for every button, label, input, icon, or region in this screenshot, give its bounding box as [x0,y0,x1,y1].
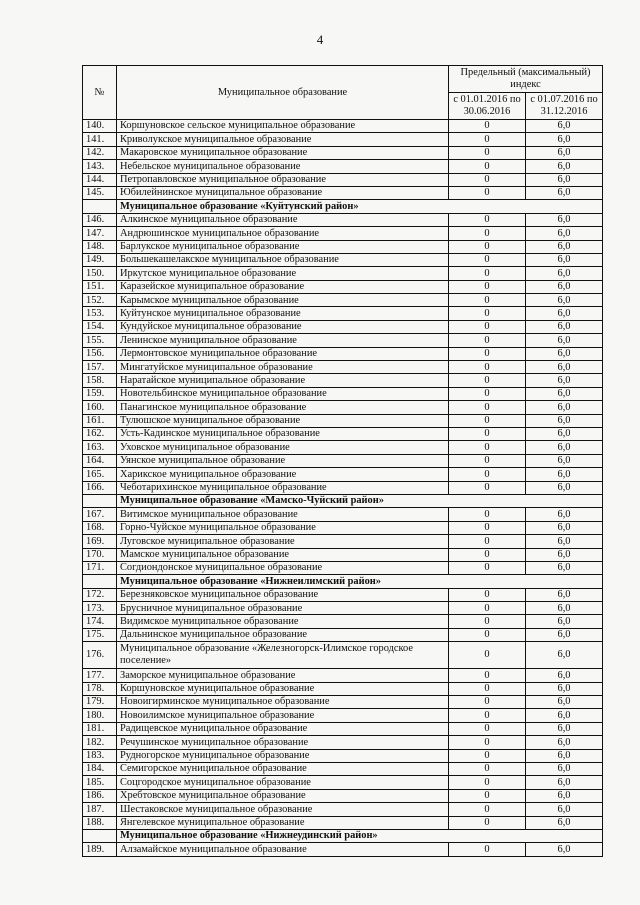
row-index-period-1: 0 [449,628,526,641]
row-index-period-1: 0 [449,320,526,333]
row-index-period-1: 0 [449,334,526,347]
row-index-period-2: 6,0 [526,133,603,146]
row-number: 174. [83,615,117,628]
row-number: 165. [83,468,117,481]
row-municipality: Наратайское муниципальное образование [117,374,449,387]
row-index-period-1: 0 [449,669,526,682]
row-index-period-2: 6,0 [526,253,603,266]
table-row [83,427,603,440]
row-municipality: Криволукское муниципальное образование [117,133,449,146]
section-row [83,575,603,588]
row-index-period-1: 0 [449,253,526,266]
row-number: 184. [83,762,117,775]
table-row [83,374,603,387]
table-row [83,320,603,333]
row-index-period-1: 0 [449,588,526,601]
table-row [83,602,603,615]
row-number: 182. [83,736,117,749]
header-max-index: Предельный (максимальный) индекс [449,66,603,93]
row-index-period-2: 6,0 [526,816,603,829]
row-municipality: Барлукское муниципальное образование [117,240,449,253]
row-municipality: Соцгородское муниципальное образование [117,776,449,789]
row-municipality: Янгелевское муниципальное образование [117,816,449,829]
row-number: 173. [83,602,117,615]
row-number: 146. [83,213,117,226]
row-municipality: Панагинское муниципальное образование [117,401,449,414]
table-row [83,441,603,454]
table-row [83,762,603,775]
table-row [83,736,603,749]
row-municipality: Шестаковское муниципальное образование [117,803,449,816]
row-number: 187. [83,803,117,816]
row-municipality: Карымское муниципальное образование [117,294,449,307]
row-number: 151. [83,280,117,293]
table-row [83,709,603,722]
row-index-period-2: 6,0 [526,294,603,307]
row-number: 176. [83,642,117,669]
page-number: 4 [316,32,324,47]
table-row [83,696,603,709]
header-municipality: Муниципальное образование [117,66,449,120]
table-row [83,642,603,669]
row-number: 177. [83,669,117,682]
section-number-cell [83,494,117,507]
row-index-period-2: 6,0 [526,414,603,427]
row-number: 144. [83,173,117,186]
row-number: 161. [83,414,117,427]
table-body [83,120,603,857]
row-index-period-2: 6,0 [526,561,603,574]
row-number: 164. [83,454,117,467]
row-number: 172. [83,588,117,601]
row-municipality: Большекашелакское муниципальное образование [117,253,449,266]
row-index-period-2: 6,0 [526,736,603,749]
row-index-period-2: 6,0 [526,776,603,789]
table-row [83,146,603,159]
row-municipality: Брусничное муниципальное образование [117,602,449,615]
row-municipality: Видимское муниципальное образование [117,615,449,628]
row-index-period-1: 0 [449,749,526,762]
row-index-period-1: 0 [449,481,526,494]
row-number: 152. [83,294,117,307]
row-number: 169. [83,535,117,548]
section-row [83,494,603,507]
row-number: 171. [83,561,117,574]
row-municipality: Речушинское муниципальное образование [117,736,449,749]
table-row [83,481,603,494]
row-index-period-2: 6,0 [526,548,603,561]
row-municipality: Уянское муниципальное образование [117,454,449,467]
row-index-period-2: 6,0 [526,642,603,669]
row-index-period-2: 6,0 [526,387,603,400]
row-index-period-1: 0 [449,227,526,240]
row-index-period-2: 6,0 [526,173,603,186]
row-municipality: Рудногорское муниципальное образование [117,749,449,762]
row-index-period-1: 0 [449,361,526,374]
section-row [83,829,603,842]
table-row [83,508,603,521]
row-municipality: Усть-Кадинское муниципальное образование [117,427,449,440]
table-row [83,267,603,280]
row-number: 180. [83,709,117,722]
row-municipality: Петропавловское муниципальное образование [117,173,449,186]
row-number: 141. [83,133,117,146]
table-row [83,454,603,467]
row-number: 153. [83,307,117,320]
table-row [83,615,603,628]
row-municipality: Мингатуйское муниципальное образование [117,361,449,374]
row-index-period-1: 0 [449,267,526,280]
row-municipality: Чеботарихинское муниципальное образование [117,481,449,494]
table-row [83,213,603,226]
row-municipality: Андрюшинское муниципальное образование [117,227,449,240]
table-row [83,133,603,146]
table-row [83,776,603,789]
row-index-period-2: 6,0 [526,762,603,775]
row-municipality: Тулюшское муниципальное образование [117,414,449,427]
row-index-period-2: 6,0 [526,320,603,333]
table-row [83,253,603,266]
table-row [83,387,603,400]
row-index-period-1: 0 [449,709,526,722]
row-number: 178. [83,682,117,695]
row-number: 167. [83,508,117,521]
table-row [83,468,603,481]
row-index-period-2: 6,0 [526,682,603,695]
table-row [83,173,603,186]
table-row [83,240,603,253]
row-municipality: Небельское муниципальное образование [117,160,449,173]
row-municipality: Кундуйское муниципальное образование [117,320,449,333]
row-index-period-1: 0 [449,535,526,548]
row-municipality: Коршуновское сельское муниципальное образование [117,120,449,133]
row-index-period-1: 0 [449,186,526,199]
table-row [83,789,603,802]
row-index-period-2: 6,0 [526,789,603,802]
row-number: 181. [83,722,117,735]
table-row [83,294,603,307]
row-index-period-2: 6,0 [526,803,603,816]
row-index-period-2: 6,0 [526,267,603,280]
row-municipality: Новоилимское муниципальное образование [117,709,449,722]
section-number-cell [83,200,117,213]
table-row [83,561,603,574]
section-title: Муниципальное образование «Куйтунский район» [117,200,603,213]
row-municipality: Лермонтовское муниципальное образование [117,347,449,360]
row-index-period-2: 6,0 [526,160,603,173]
section-title: Муниципальное образование «Мамско-Чуйский район» [117,494,603,507]
row-municipality: Ленинское муниципальное образование [117,334,449,347]
table-row [83,280,603,293]
row-municipality: Новотельбинское муниципальное образование [117,387,449,400]
row-index-period-1: 0 [449,294,526,307]
row-number: 142. [83,146,117,159]
row-number: 166. [83,481,117,494]
row-index-period-2: 6,0 [526,508,603,521]
table-row [83,535,603,548]
row-number: 148. [83,240,117,253]
row-index-period-1: 0 [449,414,526,427]
row-index-period-2: 6,0 [526,696,603,709]
row-index-period-1: 0 [449,401,526,414]
row-index-period-1: 0 [449,803,526,816]
row-index-period-2: 6,0 [526,722,603,735]
row-index-period-1: 0 [449,468,526,481]
row-index-period-1: 0 [449,508,526,521]
row-municipality: Харикское муниципальное образование [117,468,449,481]
row-municipality: Березняковское муниципальное образование [117,588,449,601]
row-index-period-1: 0 [449,521,526,534]
row-index-period-1: 0 [449,615,526,628]
row-municipality: Куйтунское муниципальное образование [117,307,449,320]
row-municipality: Горно-Чуйское муниципальное образование [117,521,449,534]
row-municipality: Мамское муниципальное образование [117,548,449,561]
row-index-period-2: 6,0 [526,468,603,481]
row-index-period-2: 6,0 [526,481,603,494]
row-index-period-1: 0 [449,387,526,400]
row-number: 157. [83,361,117,374]
row-number: 186. [83,789,117,802]
row-index-period-2: 6,0 [526,240,603,253]
row-index-period-2: 6,0 [526,454,603,467]
row-index-period-2: 6,0 [526,588,603,601]
table-row [83,227,603,240]
header-period-1: с 01.01.2016 по 30.06.2016 [449,93,526,120]
row-index-period-1: 0 [449,454,526,467]
row-index-period-1: 0 [449,843,526,856]
table-row [83,120,603,133]
row-index-period-1: 0 [449,642,526,669]
row-number: 185. [83,776,117,789]
table-row [83,669,603,682]
table-row [83,160,603,173]
row-index-period-1: 0 [449,173,526,186]
row-index-period-2: 6,0 [526,227,603,240]
row-index-period-2: 6,0 [526,120,603,133]
row-index-period-1: 0 [449,133,526,146]
row-municipality: Алзамайское муниципальное образование [117,843,449,856]
row-index-period-2: 6,0 [526,401,603,414]
table-row [83,628,603,641]
row-number: 160. [83,401,117,414]
row-index-period-1: 0 [449,776,526,789]
row-municipality: Семигорское муниципальное образование [117,762,449,775]
row-municipality: Согдиондонское муниципальное образование [117,561,449,574]
row-number: 175. [83,628,117,641]
row-number: 170. [83,548,117,561]
section-row [83,200,603,213]
row-index-period-2: 6,0 [526,602,603,615]
row-number: 140. [83,120,117,133]
row-index-period-2: 6,0 [526,186,603,199]
section-title: Муниципальное образование «Нижнеудинский район» [117,829,603,842]
row-number: 159. [83,387,117,400]
row-index-period-2: 6,0 [526,709,603,722]
row-number: 150. [83,267,117,280]
row-number: 179. [83,696,117,709]
table-row [83,414,603,427]
row-index-period-1: 0 [449,602,526,615]
row-municipality: Заморское муниципальное образование [117,669,449,682]
row-number: 168. [83,521,117,534]
section-number-cell [83,575,117,588]
row-index-period-2: 6,0 [526,628,603,641]
row-index-period-1: 0 [449,213,526,226]
table-row [83,401,603,414]
row-number: 162. [83,427,117,440]
row-number: 188. [83,816,117,829]
row-index-period-2: 6,0 [526,615,603,628]
row-number: 147. [83,227,117,240]
row-index-period-1: 0 [449,146,526,159]
row-number: 183. [83,749,117,762]
row-index-period-1: 0 [449,374,526,387]
table-row [83,307,603,320]
row-municipality: Дальнинское муниципальное образование [117,628,449,641]
row-index-period-1: 0 [449,441,526,454]
row-index-period-2: 6,0 [526,521,603,534]
row-municipality: Муниципальное образование «Железногорск-Илимское городское поселение» [117,642,449,669]
row-index-period-1: 0 [449,427,526,440]
row-index-period-2: 6,0 [526,146,603,159]
row-number: 189. [83,843,117,856]
row-index-period-1: 0 [449,722,526,735]
row-index-period-2: 6,0 [526,749,603,762]
table-header [83,66,603,120]
table-row [83,682,603,695]
row-municipality: Алкинское муниципальное образование [117,213,449,226]
row-municipality: Луговское муниципальное образование [117,535,449,548]
row-index-period-1: 0 [449,561,526,574]
index-table [82,65,603,857]
row-index-period-1: 0 [449,682,526,695]
row-index-period-1: 0 [449,816,526,829]
row-index-period-1: 0 [449,120,526,133]
section-title: Муниципальное образование «Нижнеилимский район» [117,575,603,588]
row-number: 163. [83,441,117,454]
table-row [83,548,603,561]
table-row [83,186,603,199]
row-number: 143. [83,160,117,173]
row-index-period-2: 6,0 [526,427,603,440]
row-number: 156. [83,347,117,360]
table-row [83,588,603,601]
table-row [83,361,603,374]
row-index-period-1: 0 [449,160,526,173]
row-municipality: Макаровское муниципальное образование [117,146,449,159]
table-row [83,803,603,816]
table-row [83,816,603,829]
row-municipality: Каразейское муниципальное образование [117,280,449,293]
row-index-period-1: 0 [449,762,526,775]
row-index-period-2: 6,0 [526,361,603,374]
row-municipality: Уховское муниципальное образование [117,441,449,454]
row-index-period-2: 6,0 [526,441,603,454]
header-period-2: с 01.07.2016 по 31.12.2016 [526,93,603,120]
row-number: 155. [83,334,117,347]
row-index-period-2: 6,0 [526,843,603,856]
row-index-period-1: 0 [449,280,526,293]
header-number: № [83,66,117,120]
row-index-period-1: 0 [449,307,526,320]
row-number: 149. [83,253,117,266]
table-row [83,843,603,856]
row-index-period-1: 0 [449,789,526,802]
row-number: 145. [83,186,117,199]
table-row [83,722,603,735]
table-row [83,749,603,762]
row-index-period-1: 0 [449,696,526,709]
row-index-period-2: 6,0 [526,213,603,226]
row-municipality: Юбилейнинское муниципальное образование [117,186,449,199]
row-municipality: Витимское муниципальное образование [117,508,449,521]
row-index-period-1: 0 [449,548,526,561]
row-number: 154. [83,320,117,333]
row-municipality: Хребтовское муниципальное образование [117,789,449,802]
row-index-period-1: 0 [449,347,526,360]
row-index-period-2: 6,0 [526,669,603,682]
table-row [83,334,603,347]
row-index-period-2: 6,0 [526,307,603,320]
row-index-period-2: 6,0 [526,374,603,387]
row-number: 158. [83,374,117,387]
table-row [83,347,603,360]
row-municipality: Новоигирминское муниципальное образование [117,696,449,709]
row-index-period-2: 6,0 [526,347,603,360]
row-index-period-2: 6,0 [526,334,603,347]
row-index-period-1: 0 [449,240,526,253]
row-index-period-1: 0 [449,736,526,749]
row-municipality: Радищевское муниципальное образование [117,722,449,735]
row-municipality: Иркутское муниципальное образование [117,267,449,280]
row-index-period-2: 6,0 [526,535,603,548]
table-row [83,521,603,534]
row-municipality: Коршуновское муниципальное образование [117,682,449,695]
section-number-cell [83,829,117,842]
row-index-period-2: 6,0 [526,280,603,293]
